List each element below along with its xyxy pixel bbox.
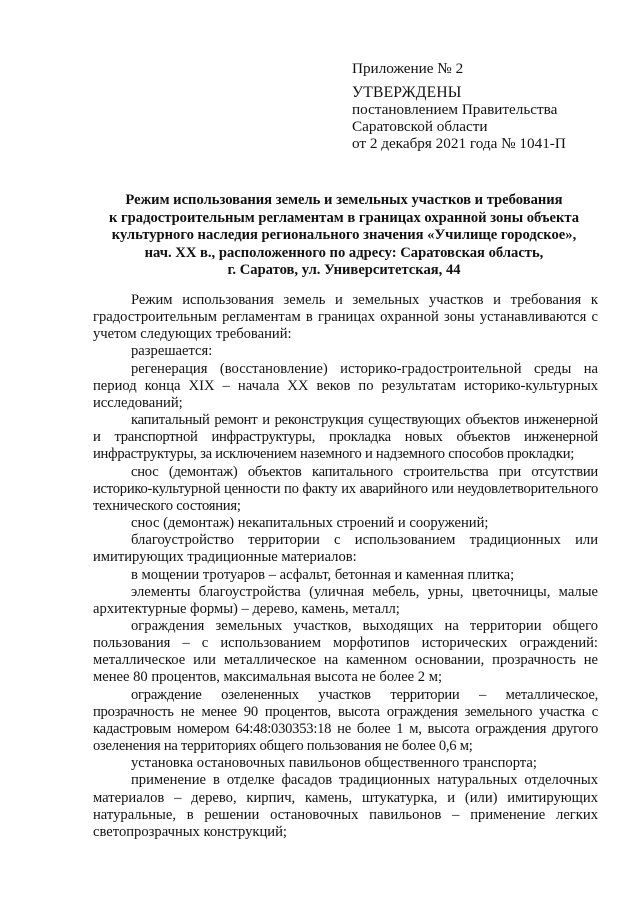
- paragraph-landscape-elements: элементы благоустройства (уличная мебель, урны, цветочницы, малые архитектурные формы) – дерево, камень, металл;: [93, 583, 598, 617]
- appendix-number: Приложение № 2: [352, 60, 464, 77]
- paragraph-landscaping: благоустройство территории с использованием традиционных или имитирующих традиционные материалов:: [93, 532, 598, 566]
- title-line: г. Саратов, ул. Университетская, 44: [227, 262, 461, 279]
- appendix-spacer: [352, 77, 612, 84]
- approved-heading: УТВЕРЖДЕНЫ: [352, 84, 462, 101]
- appendix-block: [352, 60, 612, 152]
- title-line: Режим использования земель и земельных участков и требования: [125, 192, 563, 208]
- document-title: [90, 192, 598, 280]
- document-body: [93, 292, 598, 841]
- approved-region-line: Саратовской области: [352, 118, 488, 135]
- paragraph-intro: Режим использования земель и земельных участков и требования к градостроительным регламентам в границах охранной зоны устанавливаются с учетом следующих требований:: [93, 292, 598, 343]
- paragraph-allowed-heading: разрешается:: [131, 343, 213, 360]
- paragraph-fences: ограждения земельных участков, выходящих на территории общего пользования – с использованием морфотипов исторических ограждений: металлическое или металлическое на каменном основании, прозрачность не менее 80 процентов, максимальная высота не более 2 м;: [93, 617, 598, 686]
- paragraph-facade-finishing: применение в отделке фасадов традиционных натуральных отделочных материалов – дерево, кирпич, камень, штукатурка, и (или) имитирующих натуральные, в решении остановочных павильонов – применение легких светопрозрачных конструкций;: [93, 772, 598, 840]
- paragraph-bus-stops: установка остановочных павильонов общественного транспорта;: [131, 755, 537, 772]
- approved-date-line: от 2 декабря 2021 года № 1041-П: [352, 135, 566, 152]
- title-line: к градостроительным регламентам в границах охранной зоны объекта: [108, 209, 580, 226]
- paragraph-green-fences: ограждение озелененных участков территории – металлическое, прозрачность не менее 90 процентов, высота ограждения земельного участка с кадастровым номером 64:48:030353:18 не более 1 м, высота ограждения другого озеленения на территориях общего пользования не более 0,6 м;: [93, 686, 598, 755]
- title-line: нач. XX в., расположенного по адресу: Саратовская область,: [144, 244, 544, 261]
- paragraph-infrastructure: капитальный ремонт и реконструкция существующих объектов инженерной и транспортной инфраструктуры, прокладка новых объектов инженерной инфраструктуры, за исключением наземного и надземного способов прокладки;: [93, 412, 598, 463]
- paragraph-regeneration: регенерация (восстановление) историко-градостроительной среды на период конца XIX – начала XX веков по результатам историко-культурных исследований;: [93, 360, 598, 411]
- paragraph-demolition-capital: снос (демонтаж) объектов капитального строительства при отсутствии историко-культурной ценности по факту их аварийного или неудовлетворительного технического состояния;: [93, 463, 598, 514]
- paragraph-demolition-noncapital: снос (демонтаж) некапитальных строений и сооружений;: [131, 515, 489, 532]
- approved-by-line: постановлением Правительства: [352, 101, 558, 118]
- title-line: культурного наследия регионального значения «Училище городское»,: [111, 227, 577, 244]
- paragraph-paving: в мощении тротуаров – асфальт, бетонная и каменная плитка;: [131, 566, 515, 583]
